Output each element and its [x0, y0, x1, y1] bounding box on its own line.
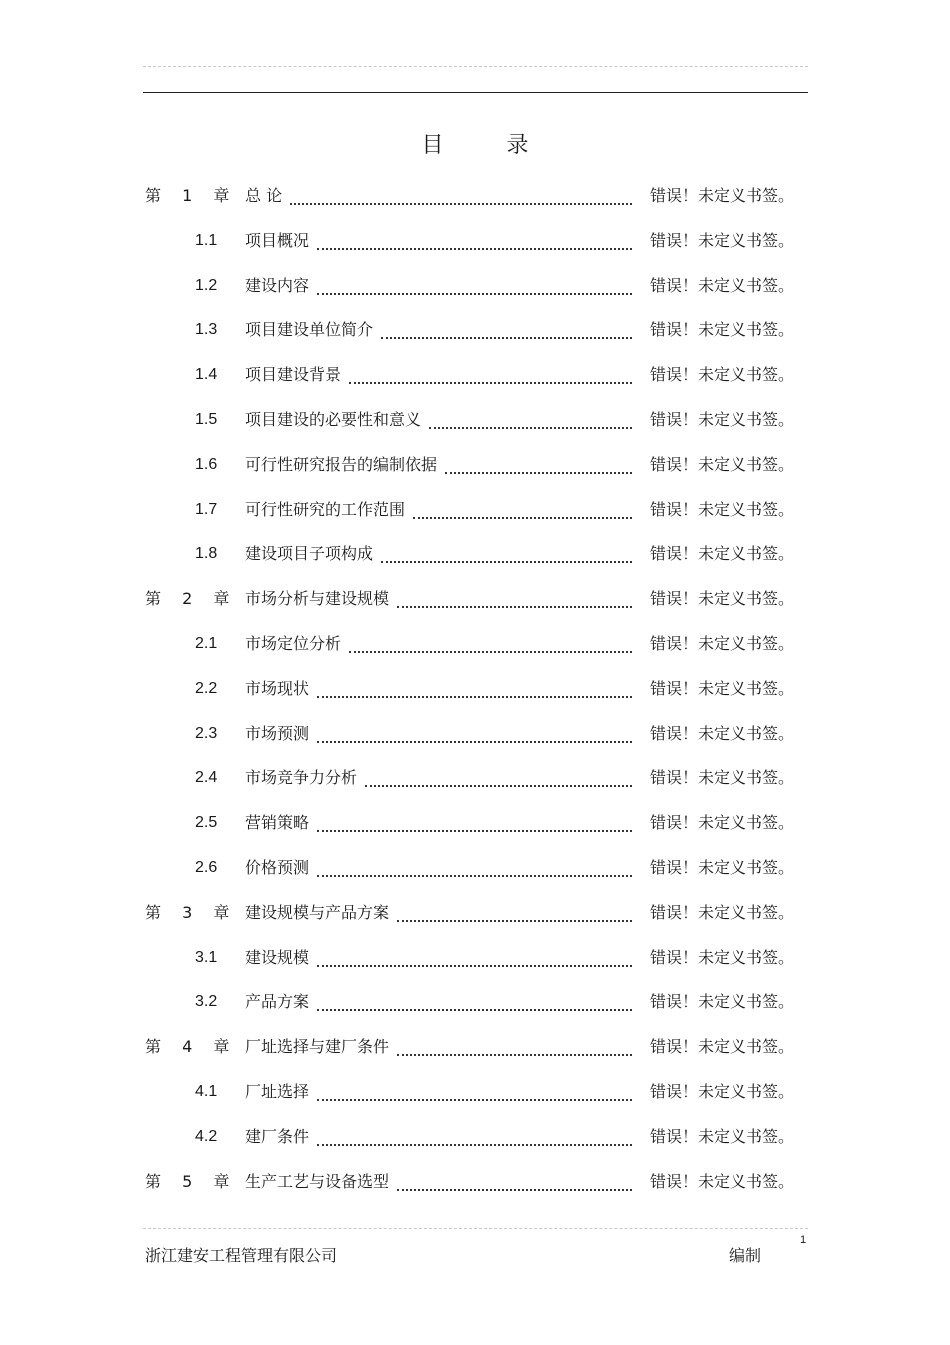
toc-entry-number: 第 2 章 [145, 589, 238, 609]
toc-dot-leader [317, 965, 632, 967]
toc-dot-leader [397, 920, 632, 922]
toc-dot-leader [413, 517, 632, 519]
toc-dot-leader [317, 1099, 632, 1101]
toc-entry-page-ref: 错误！未定义书签。 [650, 902, 795, 922]
page-number: 1 [800, 1234, 807, 1246]
toc-dot-leader [397, 1054, 632, 1056]
toc-entry[interactable] [0, 622, 950, 666]
toc-entry-number: 1.1 [195, 231, 218, 249]
toc-entry[interactable] [0, 488, 950, 532]
toc-entry[interactable] [0, 1025, 950, 1069]
toc-entry-number: 2.5 [195, 814, 218, 832]
footer-company: 浙江建安工程管理有限公司 [145, 1246, 338, 1265]
toc-entry-number: 1.8 [195, 545, 218, 563]
toc-entry-page-ref: 错误！未定义书签。 [650, 320, 795, 340]
toc-entry-page-ref: 错误！未定义书签。 [650, 365, 795, 385]
toc-dot-leader [290, 203, 632, 205]
toc-entry[interactable] [0, 1115, 950, 1159]
toc-entry-label: 可行性研究报告的编制依据 [245, 454, 438, 474]
toc-entry[interactable] [0, 980, 950, 1024]
toc-entry[interactable] [0, 577, 950, 621]
toc-title: 目 录 [421, 133, 557, 158]
toc-entry-number: 1.3 [195, 321, 218, 339]
toc-entry-label: 建设规模与产品方案 [245, 902, 390, 922]
toc-entry[interactable] [0, 667, 950, 711]
toc-entry-page-ref: 错误！未定义书签。 [650, 589, 795, 609]
toc-entry-page-ref: 错误！未定义书签。 [650, 768, 795, 788]
toc-entry-page-ref: 错误！未定义书签。 [650, 947, 795, 967]
toc-entry-number: 3.2 [195, 993, 218, 1011]
toc-entry[interactable] [0, 219, 950, 263]
toc-entry-page-ref: 错误！未定义书签。 [650, 454, 795, 474]
toc-entry-label: 建设规模 [245, 947, 310, 967]
toc-entry-number: 3.1 [195, 948, 218, 966]
toc-dot-leader [381, 561, 632, 563]
toc-dot-leader [317, 1009, 632, 1011]
toc-entry-number: 第 5 章 [145, 1171, 238, 1191]
toc-dot-leader [365, 785, 632, 787]
toc-entry-label: 市场定位分析 [245, 634, 342, 653]
toc-entry-page-ref: 错误！未定义书签。 [650, 1037, 795, 1057]
toc-dot-leader [317, 696, 632, 698]
toc-entry-label: 市场现状 [245, 678, 310, 698]
toc-entry-page-ref: 错误！未定义书签。 [650, 1082, 795, 1101]
toc-entry-number: 1.7 [195, 500, 218, 518]
toc-dot-leader [445, 472, 632, 474]
toc-dot-leader [349, 382, 632, 384]
toc-entry-label: 建设项目子项构成 [245, 544, 374, 564]
toc-entry-label: 建设内容 [245, 275, 310, 295]
footer-suffix: 编制 [729, 1246, 762, 1265]
toc-entry-label: 市场分析与建设规模 [245, 589, 390, 609]
toc-dot-leader [381, 337, 632, 339]
toc-entry[interactable] [0, 532, 950, 576]
toc-dot-leader [317, 248, 632, 250]
toc-entry[interactable] [0, 891, 950, 935]
toc-dot-leader [317, 741, 632, 743]
toc-entry-label: 厂址选择与建厂条件 [245, 1037, 390, 1057]
toc-entry-number: 2.4 [195, 769, 218, 787]
toc-entry-label: 项目建设的必要性和意义 [245, 410, 422, 429]
footer-dashed-line [143, 1228, 808, 1229]
toc-entry-number: 第 4 章 [145, 1037, 238, 1057]
toc-entry-label: 厂址选择 [245, 1082, 310, 1101]
toc-entry[interactable] [0, 398, 950, 442]
toc-entry-number: 1.4 [195, 366, 218, 384]
toc-entry[interactable] [0, 756, 950, 800]
toc-entry-number: 1.6 [195, 455, 218, 473]
toc-entry[interactable] [0, 264, 950, 308]
toc-entry-page-ref: 错误！未定义书签。 [650, 992, 795, 1012]
toc-entry-number: 2.2 [195, 679, 218, 697]
toc-entry-label: 可行性研究的工作范围 [245, 499, 406, 519]
toc-entry-label: 营销策略 [245, 813, 310, 833]
toc-dot-leader [317, 830, 632, 832]
toc-entry-label: 项目概况 [245, 230, 310, 250]
toc-entry[interactable] [0, 801, 950, 845]
toc-entry[interactable] [0, 1160, 950, 1204]
toc-entry-page-ref: 错误！未定义书签。 [650, 275, 795, 295]
toc-dot-leader [349, 651, 632, 653]
toc-entry-label: 建厂条件 [245, 1126, 310, 1146]
toc-entry[interactable] [0, 936, 950, 980]
toc-entry-label: 项目建设背景 [245, 365, 342, 385]
toc-dot-leader [317, 293, 632, 295]
toc-entry-page-ref: 错误！未定义书签。 [650, 813, 795, 833]
toc-entry-page-ref: 错误！未定义书签。 [650, 723, 795, 743]
toc-entry[interactable] [0, 846, 950, 890]
toc-entry-label: 市场竞争力分析 [245, 768, 358, 788]
toc-entry-page-ref: 错误！未定义书签。 [650, 499, 795, 519]
toc-entry-page-ref: 错误！未定义书签。 [650, 186, 795, 205]
toc-entry-label: 项目建设单位简介 [245, 320, 374, 340]
header-dashed-line [143, 66, 808, 67]
toc-dot-leader [317, 1144, 632, 1146]
toc-entry-page-ref: 错误！未定义书签。 [650, 678, 795, 698]
toc-entry-number: 第 1 章 [145, 186, 238, 205]
toc-dot-leader [397, 606, 632, 608]
toc-entry[interactable] [0, 174, 950, 218]
toc-entry-page-ref: 错误！未定义书签。 [650, 410, 795, 429]
toc-entry-number: 第 3 章 [145, 902, 238, 922]
toc-entry[interactable] [0, 443, 950, 487]
toc-dot-leader [429, 427, 632, 429]
toc-entry-label: 市场预测 [245, 723, 310, 743]
toc-entry-number: 2.3 [195, 724, 218, 742]
toc-entry-page-ref: 错误！未定义书签。 [650, 634, 795, 653]
toc-entry-page-ref: 错误！未定义书签。 [650, 858, 795, 877]
toc-entry-page-ref: 错误！未定义书签。 [650, 1126, 795, 1146]
toc-entry[interactable] [0, 712, 950, 756]
toc-entry-page-ref: 错误！未定义书签。 [650, 230, 795, 250]
toc-entry-number: 4.2 [195, 1127, 218, 1145]
toc-entry-number: 4.1 [195, 1083, 218, 1100]
toc-dot-leader [317, 875, 632, 877]
toc-entry[interactable] [0, 1070, 950, 1114]
toc-entry-number: 1.2 [195, 276, 218, 294]
toc-entry-label: 生产工艺与设备选型 [245, 1171, 390, 1191]
toc-entry-number: 1.5 [195, 411, 218, 428]
toc-entry-number: 2.6 [195, 859, 218, 876]
header-rule [143, 92, 808, 93]
toc-entry-label: 总 论 [245, 186, 283, 205]
toc-entry-label: 产品方案 [245, 992, 310, 1012]
toc-entry-number: 2.1 [195, 635, 218, 652]
toc-entry-page-ref: 错误！未定义书签。 [650, 544, 795, 564]
toc-entry[interactable] [0, 308, 950, 352]
toc-dot-leader [397, 1189, 632, 1191]
toc-entry[interactable] [0, 353, 950, 397]
toc-entry-label: 价格预测 [245, 858, 310, 877]
toc-entry-page-ref: 错误！未定义书签。 [650, 1171, 795, 1191]
